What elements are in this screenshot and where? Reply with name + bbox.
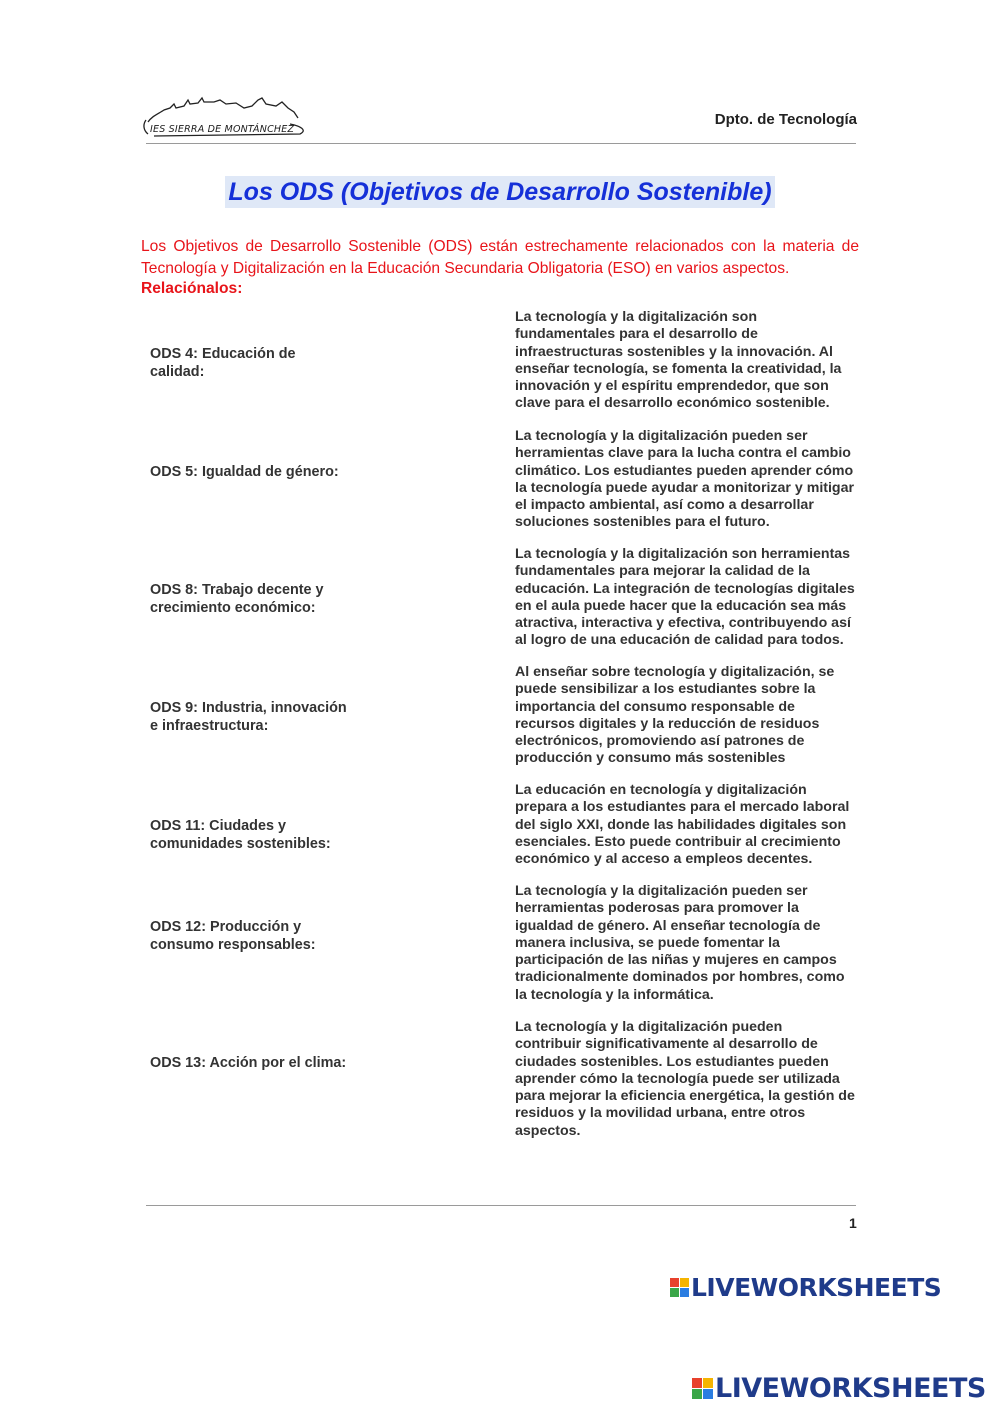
ods-label[interactable]: ODS 11: Ciudades y comunidades sostenibles: xyxy=(150,818,331,852)
liveworksheets-brand: LIVEWORKSHEETS xyxy=(715,1373,986,1404)
school-logo-text: IES SIERRA DE MONTÁNCHEZ xyxy=(150,124,295,135)
department-label: Dpto. de Tecnología xyxy=(714,111,857,128)
ods-label[interactable]: ODS 9: Industria, innovación e infraestructura: xyxy=(150,700,347,734)
page-number: 1 xyxy=(849,1215,857,1231)
ods-description[interactable]: La tecnología y la digitalización pueden ser herramientas poderosas para promover la igualdad de género. Al enseñar tecnología de manera inclusiva, se puede fomentar la participación de las niñas y mujeres en campos tradicionalmente dominados por hombres, como la tecnología y la informática. xyxy=(515,883,845,1003)
ods-description[interactable]: La educación en tecnología y digitalización prepara a los estudiantes para el mercado laboral del siglo XXI, donde las habilidades digitales son esenciales. Esto puede contribuir al crecimiento económico y al acceso a empleos decentes. xyxy=(515,782,850,868)
liveworksheets-icon xyxy=(670,1278,689,1297)
page-title: Los ODS (Objetivos de Desarrollo Sostenible) xyxy=(225,176,774,208)
liveworksheets-icon xyxy=(692,1378,713,1399)
ods-description[interactable]: Al enseñar sobre tecnología y digitalización, se puede sensibilizar a los estudiantes sobre la importancia del consumo responsable de recursos digitales y la reducción de residuos electrónicos, promoviendo así patrones de producción y consumo más sostenibles xyxy=(515,664,835,767)
ods-description[interactable]: La tecnología y la digitalización son herramientas fundamentales para mejorar la calidad de la educación. La integración de tecnologías digitales en el aula puede hacer que la educación sea más atractiva, interactiva y efectiva, contribuyendo así al logro de una educación de calidad para todos. xyxy=(515,546,855,649)
ods-label[interactable]: ODS 4: Educación de calidad: xyxy=(150,346,296,380)
header-divider xyxy=(146,143,856,144)
liveworksheets-logo xyxy=(670,1273,941,1302)
intro-text: Los Objetivos de Desarrollo Sostenible (ODS) están estrechamente relacionados con la materia de Tecnología y Digitalización en la Educación Secundaria Obligatoria (ESO) en varios aspectos. xyxy=(141,238,859,277)
instruction-text: Relaciónalos: xyxy=(141,280,243,297)
ods-description[interactable]: La tecnología y la digitalización son fundamentales para el desarrollo de infraestructuras sostenibles y la innovación. Al enseñar tecnología, se fomenta la creatividad, la innovación y el espíritu emprendedor, que son clave para el desarrollo económico sostenible. xyxy=(515,309,842,412)
liveworksheets-logo xyxy=(692,1373,986,1404)
ods-label[interactable]: ODS 8: Trabajo decente y crecimiento económico: xyxy=(150,582,324,616)
ods-label[interactable]: ODS 5: Igualdad de género: xyxy=(150,464,339,480)
liveworksheets-brand: LIVEWORKSHEETS xyxy=(691,1273,942,1302)
ods-description[interactable]: La tecnología y la digitalización pueden ser herramientas clave para la lucha contra el cambio climático. Los estudiantes pueden aprender cómo la tecnología puede ayudar a monitorizar y mitigar el impacto ambiental, así como a desarrollar soluciones sostenibles para el futuro. xyxy=(515,428,855,531)
footer-divider xyxy=(146,1205,856,1206)
ods-description[interactable]: La tecnología y la digitalización pueden contribuir significativamente al desarrollo de ciudades sostenibles. Los estudiantes pueden aprender cómo la tecnología puede ser utilizada para mejorar la eficiencia energética, la gestión de residuos y la movilidad urbana, entre otros aspectos. xyxy=(515,1019,855,1139)
page-title-wrap xyxy=(0,178,1000,207)
ods-label[interactable]: ODS 12: Producción y consumo responsables: xyxy=(150,919,316,953)
ods-label[interactable]: ODS 13: Acción por el clima: xyxy=(150,1055,347,1071)
